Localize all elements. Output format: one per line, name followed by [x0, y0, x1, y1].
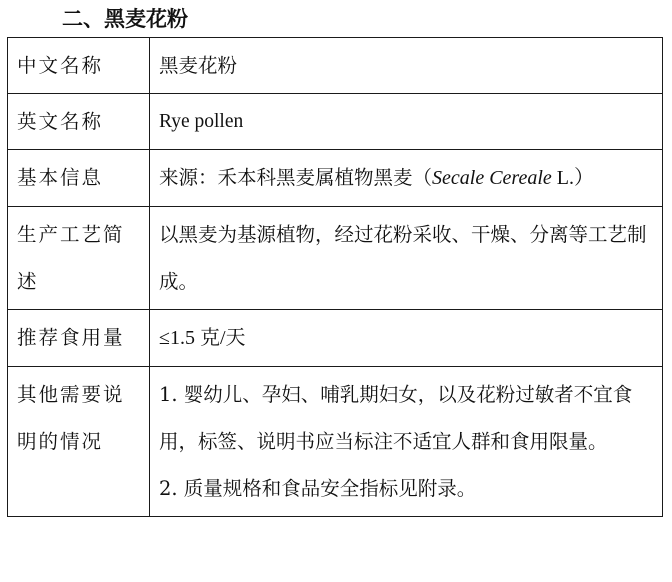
spec-table: [7, 37, 663, 517]
row-label-chinese-name: 中文名称: [8, 38, 150, 94]
dosage-text: ≤1.5 克/天: [159, 327, 246, 349]
row-value-english-name: Rye pollen: [150, 94, 663, 150]
row-label-dosage: 推荐食用量: [8, 310, 150, 367]
row-value-dosage: [150, 310, 663, 367]
note-item: 2. 质量规格和食品安全指标见附录。: [159, 477, 477, 500]
latin-species-name: Secale Cereale: [432, 167, 552, 189]
row-value-chinese-name: 黑麦花粉: [150, 38, 663, 94]
source-suffix: L.）: [551, 167, 594, 189]
section-heading: 二、黑麦花粉: [62, 7, 188, 31]
row-label-other-notes: 其他需要说明的情况: [8, 367, 150, 517]
table-row: [8, 150, 663, 207]
row-label-basic-info: 基本信息: [8, 150, 150, 207]
row-label-process: 生产工艺简述: [8, 207, 150, 310]
source-text: 来源：禾本科黑麦属植物黑麦（: [159, 166, 433, 189]
row-label-english-name: 英文名称: [8, 94, 150, 150]
note-item: 1. 婴幼儿、孕妇、哺乳期妇女，以及花粉过敏者不宜食用，标签、说明书应当标注不适宜人群和食用限量。: [159, 383, 633, 453]
table-row: [8, 310, 663, 367]
table-row: [8, 367, 663, 517]
row-value-basic-info: [150, 150, 663, 207]
row-value-other-notes: [150, 367, 663, 517]
row-value-process: 以黑麦为基源植物，经过花粉采收、干燥、分离等工艺制成。: [150, 207, 663, 310]
table-row: [8, 38, 663, 94]
table-row: [8, 207, 663, 310]
table-row: [8, 94, 663, 150]
